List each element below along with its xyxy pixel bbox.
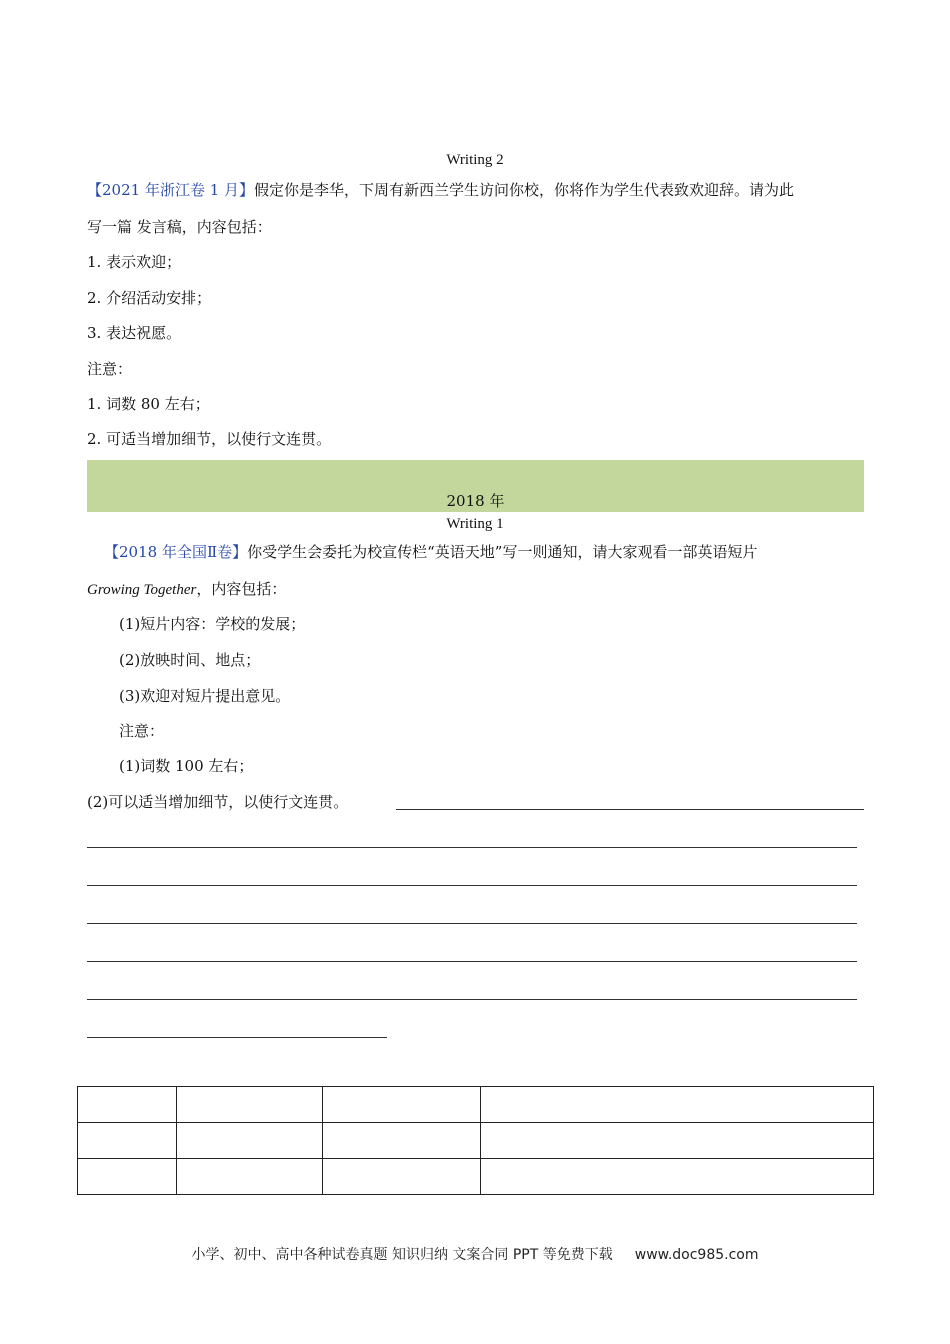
writing2-title: Writing 2	[446, 152, 504, 168]
writing1-prompt-text2: ，内容包括：	[196, 580, 287, 598]
footer-text: 小学、初中、高中各种试卷真题 知识归纳 文案合同 PPT 等免费下载	[191, 1247, 613, 1263]
writing1-notes-label: 注意：	[119, 722, 165, 740]
answer-line[interactable]	[87, 847, 857, 848]
writing2-source-tag: 【2021 年浙江卷 1 月】	[87, 181, 255, 199]
writing1-point: (1)短片内容：学校的发展；	[119, 615, 306, 633]
writing1-prompt-line1	[104, 542, 757, 562]
writing2-prompt-line1	[87, 180, 794, 200]
table-cell	[322, 1123, 481, 1159]
writing2-point: 3. 表达祝愿。	[87, 324, 182, 342]
writing1-point: (3)欢迎对短片提出意见。	[119, 687, 291, 705]
answer-line[interactable]	[87, 885, 857, 886]
table-cell	[176, 1123, 322, 1159]
writing2-prompt-text1: 假定你是李华，下周有新西兰学生访问你校，你将作为学生代表致欢迎辞。请为此	[254, 181, 795, 199]
table-cell	[78, 1123, 177, 1159]
table-cell	[78, 1159, 177, 1195]
answer-line[interactable]	[87, 961, 857, 962]
writing1-title: Writing 1	[446, 516, 504, 532]
answer-line[interactable]	[396, 809, 864, 810]
writing1-prompt-text1: 你受学生会委托为校宣传栏“英语天地”写一则通知，请大家观看一部英语短片	[247, 543, 758, 561]
writing2-point: 1. 表示欢迎；	[87, 253, 182, 271]
answer-line[interactable]	[87, 923, 857, 924]
page-footer	[0, 1244, 950, 1264]
empty-table	[77, 1086, 874, 1195]
table-row	[78, 1159, 874, 1195]
table-cell	[176, 1087, 322, 1123]
writing1-note: (2)可以适当增加细节，以使行文连贯。	[87, 793, 349, 811]
writing1-prompt-line2	[87, 579, 286, 600]
table-row	[78, 1123, 874, 1159]
answer-line[interactable]	[87, 1037, 387, 1038]
table-cell	[176, 1159, 322, 1195]
table-cell	[481, 1087, 874, 1123]
writing2-note: 1. 词数 80 左右；	[87, 395, 210, 413]
film-title: Growing Together	[87, 582, 197, 598]
year-section-banner	[87, 460, 864, 512]
table-cell	[322, 1087, 481, 1123]
table-row	[78, 1087, 874, 1123]
year-label: 2018 年	[446, 492, 505, 510]
table-cell	[322, 1159, 481, 1195]
writing2-prompt-line2: 写一篇 发言稿，内容包括：	[87, 218, 272, 236]
writing2-note: 2. 可适当增加细节，以使行文连贯。	[87, 430, 332, 448]
writing2-point: 2. 介绍活动安排；	[87, 289, 212, 307]
table-cell	[481, 1123, 874, 1159]
footer-url[interactable]: www.doc985.com	[634, 1247, 759, 1263]
answer-line[interactable]	[87, 999, 857, 1000]
writing1-point: (2)放映时间、地点；	[119, 651, 261, 669]
writing1-note: (1)词数 100 左右；	[119, 757, 254, 775]
table-cell	[78, 1087, 177, 1123]
table-cell	[481, 1159, 874, 1195]
writing1-source-tag: 【2018 年全国Ⅱ卷】	[104, 543, 248, 561]
writing2-notes-label: 注意：	[87, 360, 133, 378]
